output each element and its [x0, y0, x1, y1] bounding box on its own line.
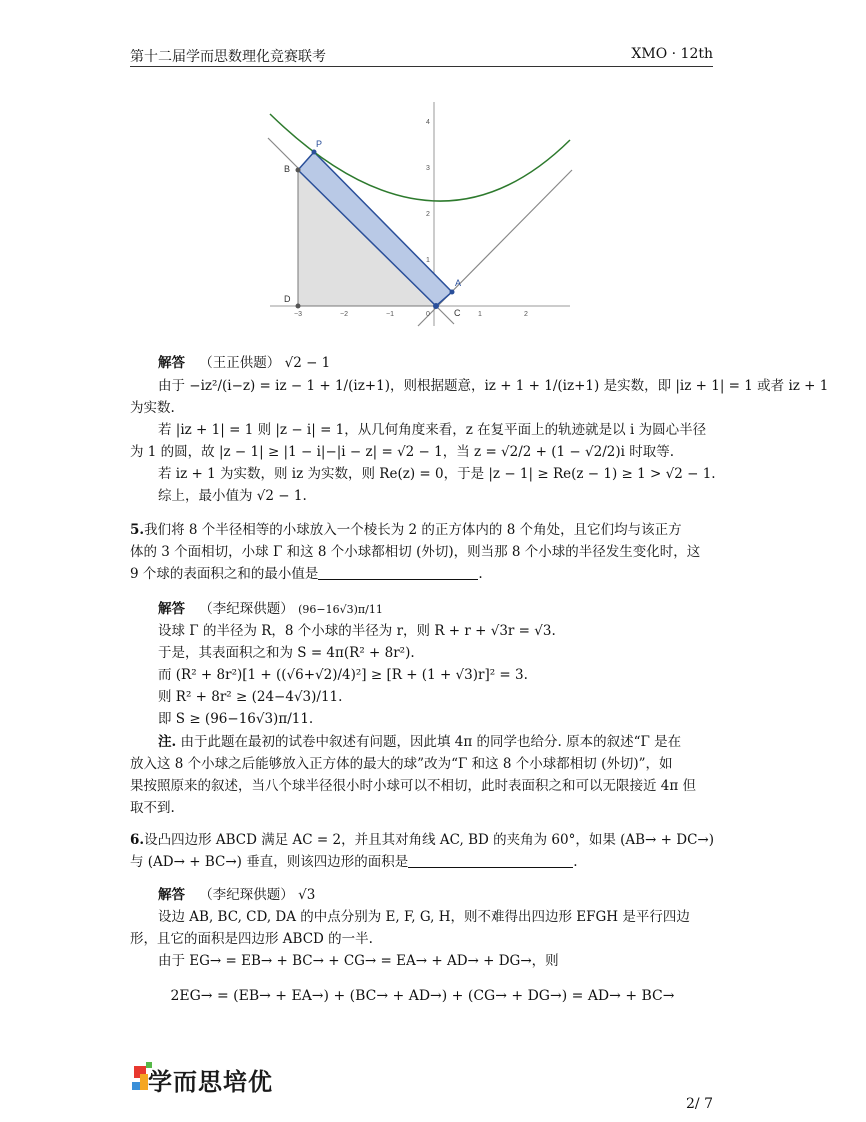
x-tick: −2	[340, 311, 348, 318]
q4-answer-line	[158, 352, 330, 374]
q6-stem-1: 设凸四边形 ABCD 满足 AC = 2，并且其对角线 AC, BD 的夹角为 60°，如果 (AB→ + DC→)	[144, 832, 714, 848]
q5-stem-line-3: 9 个球的表面积之和的最小值是 .	[130, 566, 483, 582]
q5-stem-line	[130, 519, 682, 541]
header-edition: XMO · 12th	[631, 46, 713, 62]
q4-line: 若 |iz + 1| = 1 则 |z − i| = 1，从几何角度来看，z 在复平面上的轨迹就是以 i 为圆心半径	[158, 422, 707, 438]
label-D: D	[284, 294, 291, 304]
answer-value: √3	[298, 887, 316, 903]
answer-blank[interactable]	[408, 853, 573, 868]
label-P: P	[316, 139, 323, 149]
page-header	[130, 44, 713, 67]
point-B	[296, 168, 301, 173]
point-A	[450, 290, 455, 295]
point-P	[312, 150, 317, 155]
graph-figure	[258, 98, 578, 330]
q4-line: 为实数.	[130, 400, 175, 416]
point-D	[296, 304, 301, 309]
note-text-4: 取不到.	[130, 800, 175, 816]
q6-stem-2: 与 (AD→ + BC→) 垂直，则该四边形的面积是	[130, 854, 409, 870]
label-A: A	[455, 278, 462, 288]
q6-answer-line	[158, 884, 315, 906]
q5-line: 而 (R² + 8r²)[1 + ((√6+√2)/4)²] ≥ [R + (1 + √3)r]² = 3.	[158, 667, 528, 683]
q6-stem-line-2: 与 (AD→ + BC→) 垂直，则该四边形的面积是 .	[130, 854, 578, 870]
q5-note-line	[158, 731, 681, 753]
answer-label: 解答	[158, 887, 185, 903]
note-text-2: 放入这 8 个小球之后能够放入正方体的最大的球”改为“Γ 和这 8 个小球都相切 (外切)”，如	[130, 756, 673, 772]
label-C: C	[454, 308, 461, 318]
header-title: 第十二届学而思数理化竞赛联考	[130, 49, 326, 65]
answer-source: （李纪琛供题）	[199, 887, 294, 903]
answer-value: √2 − 1	[284, 355, 331, 371]
q5-stem-1: 我们将 8 个半径相等的小球放入一个棱长为 2 的正方体内的 8 个角处，且它们均与该正方	[144, 522, 682, 538]
logo-text: 学而思培优	[148, 1068, 273, 1096]
answer-blank[interactable]	[318, 565, 478, 580]
question-number: 5.	[130, 522, 145, 538]
x-tick: 0	[426, 311, 430, 318]
x-tick: 2	[524, 311, 528, 318]
answer-source: （李纪琛供题）	[199, 601, 294, 617]
q5-line: 于是，其表面积之和为 S = 4π(R² + 8r²).	[158, 645, 415, 661]
q5-line: 设球 Γ 的半径为 R，8 个小球的半径为 r，则 R + r + √3r = √3.	[158, 623, 556, 639]
q4-line: 由于 −iz²/(i−z) = iz − 1 + 1/(iz+1)，则根据题意，iz + 1 + 1/(iz+1) 是实数，即 |iz + 1| = 1 或者 iz + 1	[158, 378, 829, 394]
x-tick: −1	[386, 311, 394, 318]
x-tick: 1	[478, 311, 482, 318]
q6-stem-line	[130, 829, 714, 851]
note-text-3: 果按照原来的叙述，当八个球半径很小时小球可以不相切，此时表面积之和可以无限接近 4π 但	[130, 778, 697, 794]
q6-line: 由于 EG→ = EB→ + BC→ + CG→ = EA→ + AD→ + DG→，则	[158, 953, 559, 969]
y-tick: 2	[426, 211, 430, 218]
note-text-1: 由于此题在最初的试卷中叙述有问题，因此填 4π 的同学也给分. 原本的叙述“Γ 是在	[180, 734, 682, 750]
answer-label: 解答	[158, 355, 185, 371]
question-number: 6.	[130, 832, 145, 848]
y-tick: 1	[426, 257, 430, 264]
answer-value: (96−16√3)π/11	[298, 603, 383, 616]
q4-line: 综上，最小值为 √2 − 1.	[158, 488, 307, 504]
y-tick: 4	[426, 119, 430, 126]
note-label: 注.	[158, 734, 177, 750]
answer-label: 解答	[158, 601, 185, 617]
q5-answer-line	[158, 598, 383, 621]
q5-stem-2: 体的 3 个面相切，小球 Γ 和这 8 个小球都相切 (外切)，则当那 8 个小球的半径发生变化时，这	[130, 544, 701, 560]
q5-stem-3: 9 个球的表面积之和的最小值是	[130, 566, 319, 582]
y-tick: 3	[426, 165, 430, 172]
q6-line: 设边 AB, BC, CD, DA 的中点分别为 E, F, G, H，则不难得出四边形 EFGH 是平行四边	[158, 909, 690, 925]
answer-source: （王正供题）	[199, 355, 281, 371]
display-equation: 2EG→ = (EB→ + EA→) + (BC→ + AD→) + (CG→ + DG→) = AD→ + BC→	[170, 988, 675, 1004]
q5-line: 即 S ≥ (96−16√3)π/11.	[158, 711, 314, 727]
page-number: 2/ 7	[686, 1096, 713, 1112]
gray-line-2	[418, 170, 572, 326]
q5-line: 则 R² + 8r² ≥ (24−4√3)/11.	[158, 689, 343, 705]
q4-line: 若 iz + 1 为实数，则 iz 为实数，则 Re(z) = 0，于是 |z − 1| ≥ Re(z − 1) ≥ 1 > √2 − 1.	[158, 466, 716, 482]
point-C	[433, 303, 439, 309]
label-B: B	[284, 164, 291, 174]
q4-line: 为 1 的圆，故 |z − 1| ≥ |1 − i|−|i − z| = √2 − 1，当 z = √2/2 + (1 − √2/2)i 时取等.	[130, 444, 675, 460]
q6-line: 形，且它的面积是四边形 ABCD 的一半.	[130, 931, 373, 947]
x-tick: −3	[294, 311, 302, 318]
